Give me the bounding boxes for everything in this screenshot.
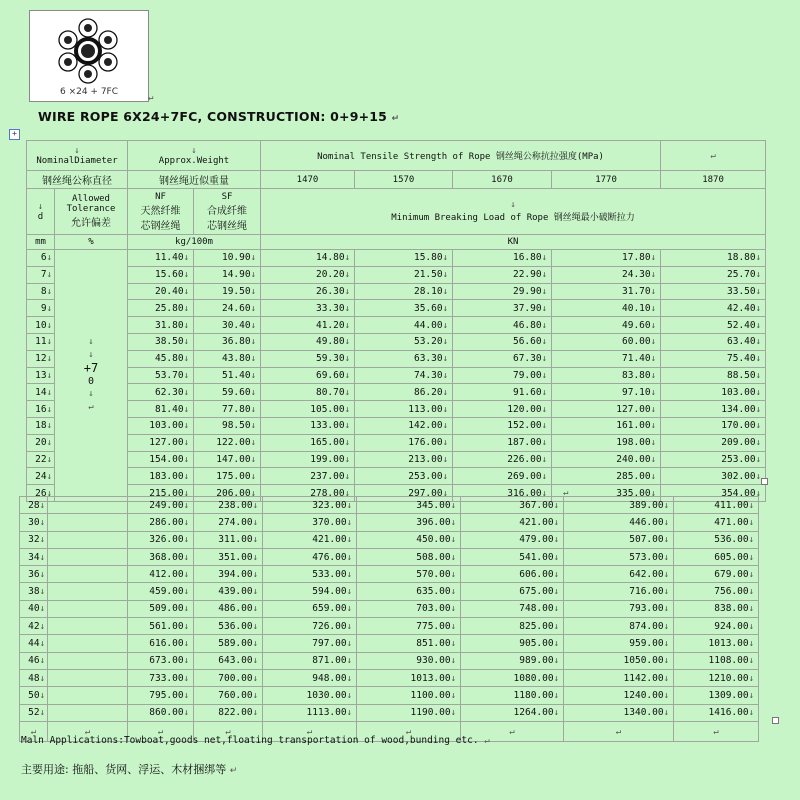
breaking-load-cell: 948.00↓: [263, 669, 357, 686]
nf-weight-cell: 127.00↓: [128, 434, 194, 451]
breaking-load-cell: 31.70↓: [552, 283, 661, 300]
breaking-load-cell: 63.40↓: [661, 333, 766, 350]
breaking-load-cell: 253.00↓: [355, 468, 453, 485]
table-row: [27, 300, 766, 317]
breaking-load-cell: 635.00↓: [357, 583, 461, 600]
diameter-cell: 48↓: [20, 669, 48, 686]
breaking-load-cell: 797.00↓: [263, 635, 357, 652]
table-resize-handle-2[interactable]: [772, 717, 779, 724]
table-move-handle-icon[interactable]: +: [9, 129, 20, 140]
breaking-load-cell: 756.00↓: [674, 583, 759, 600]
nf-weight-cell: 286.00↓: [128, 514, 194, 531]
breaking-load-cell: 1050.00↓: [564, 652, 674, 669]
tolerance-header: Allowed Tolerance 允许偏差: [55, 189, 128, 235]
breaking-load-cell: 285.00↓: [552, 468, 661, 485]
sf-header: SF 合成纤维 芯钢丝绳: [194, 189, 261, 235]
diameter-cell: 40↓: [20, 600, 48, 617]
diameter-cell: 6↓: [27, 250, 55, 267]
nf-weight-cell: 673.00↓: [128, 652, 194, 669]
diameter-cell: 12↓: [27, 350, 55, 367]
diameter-cell: 20↓: [27, 434, 55, 451]
sf-weight-cell: 43.80↓: [194, 350, 261, 367]
nf-weight-cell: 103.00↓: [128, 417, 194, 434]
table-row: [27, 401, 766, 418]
nf-weight-cell: 368.00↓: [128, 548, 194, 565]
breaking-load-cell: 165.00↓: [261, 434, 355, 451]
diameter-cell: 30↓: [20, 514, 48, 531]
tolerance-cell: [48, 687, 128, 704]
nf-weight-cell: 38.50↓: [128, 333, 194, 350]
breaking-load-cell: 573.00↓: [564, 548, 674, 565]
breaking-load-cell: 1264.00↓: [461, 704, 564, 721]
breaking-load-cell: 605.00↓: [674, 548, 759, 565]
breaking-load-cell: 1108.00↓: [674, 652, 759, 669]
breaking-load-cell: 1080.00↓: [461, 669, 564, 686]
min-breaking-load-header: ↓ Minimum Breaking Load of Rope 钢丝绳最小破断拉力: [261, 189, 766, 235]
breaking-load-cell: 838.00↓: [674, 600, 759, 617]
tolerance-cell: [48, 600, 128, 617]
breaking-load-cell: 703.00↓: [357, 600, 461, 617]
breaking-load-cell: 240.00↓: [552, 451, 661, 468]
nf-weight-cell: 249.00↓: [128, 497, 194, 514]
diameter-cell: 52↓: [20, 704, 48, 721]
grade-1770: 1770: [552, 171, 661, 189]
sf-weight-cell: 394.00↓: [194, 566, 263, 583]
breaking-load-cell: 80.70↓: [261, 384, 355, 401]
breaking-load-cell: 170.00↓: [661, 417, 766, 434]
d-header: ↓ d: [27, 189, 55, 235]
tolerance-cell: [48, 704, 128, 721]
nf-weight-cell: 11.40↓: [128, 250, 194, 267]
sf-weight-cell: 536.00↓: [194, 618, 263, 635]
nf-weight-cell: 20.40↓: [128, 283, 194, 300]
table-empty-row: ↵ ↵ ↵ ↵ ↵ ↵ ↵ ↵ ↵: [20, 721, 759, 741]
breaking-load-cell: 113.00↓: [355, 401, 453, 418]
diameter-cell: 10↓: [27, 317, 55, 334]
breaking-load-cell: 507.00↓: [564, 531, 674, 548]
nf-weight-cell: 31.80↓: [128, 317, 194, 334]
diameter-cell: 34↓: [20, 548, 48, 565]
breaking-load-cell: 21.50↓: [355, 266, 453, 283]
breaking-load-cell: 1180.00↓: [461, 687, 564, 704]
breaking-load-cell: 88.50↓: [661, 367, 766, 384]
diameter-cell: 38↓: [20, 583, 48, 600]
breaking-load-cell: 389.00↓: [564, 497, 674, 514]
sf-weight-cell: 147.00↓: [194, 451, 261, 468]
breaking-load-cell: 642.00↓: [564, 566, 674, 583]
page-title: WIRE ROPE 6X24+7FC, CONSTRUCTION: 0+9+15 ↵: [38, 109, 400, 124]
grade-1670: 1670: [453, 171, 552, 189]
breaking-load-cell: 570.00↓: [357, 566, 461, 583]
breaking-load-cell: 479.00↓: [461, 531, 564, 548]
breaking-load-cell: 18.80↓: [661, 250, 766, 267]
tolerance-cell: [48, 618, 128, 635]
breaking-load-cell: 161.00↓: [552, 417, 661, 434]
breaking-load-cell: 37.90↓: [453, 300, 552, 317]
breaking-load-cell: 127.00↓: [552, 401, 661, 418]
breaking-load-cell: 793.00↓: [564, 600, 674, 617]
breaking-load-cell: 269.00↓: [453, 468, 552, 485]
breaking-load-cell: 476.00↓: [263, 548, 357, 565]
table-row: [20, 669, 759, 686]
applications-en: Maln Applications:Towboat,goods net,floating transportation of wood,bunding etc. ↵: [21, 735, 490, 746]
document-page: 6 ×24 + 7FC ↵ WIRE ROPE 6X24+7FC, CONSTRUCTION: 0+9+15 ↵ + ↓ NominalDiameter ↓ Approx.Weight Nominal Tensile Strength of Rope 钢丝绳公称抗拉强度(MPa) ↵ 钢丝绳公称直径 钢丝绳近似重量 1470 1570 1670 1770 1870 ↓ d Allowed Tolerance 允许偏差 NF 天然纤维 芯钢丝绳 SF 合成纤维 芯钢丝绳 ↓ Minimum Breaking Load of Rope 钢丝绳最小破断拉力 mm % kg/100m KN 6↓ ↓ ↓ +7 0 ↓ ↵ 11.40↓ 10.90↓ 14.80↓ 15.80↓ 16.80↓ 17.80↓ 18.80↓ 7↓ 15.60↓ 14.90↓ 20.20↓ 21.50↓ 22.90↓ 24.30↓ 25.70↓ 8↓ 20.40↓ 19.50↓ 26.30↓ 28.10↓ 29.90↓ 31.70↓ 33.50↓ 9↓ 25.80↓ 24.60↓ 33.30↓ 35.60↓ 37.90↓ 40.10↓ 42.40↓ 10↓ 31.80↓ 30.40↓ 41.20↓ 44.00↓ 46.80↓ 49.60↓ 52.40↓ 11↓ 38.50↓ 36.80↓ 49.80↓ 53.20↓ 56.60↓ 60.00↓ 63.40↓ 12↓ 45.80↓ 43.80↓ 59.30↓ 63.30↓ 67.30↓ 71.40↓ 75.40↓ 13↓ 53.70↓ 51.40↓ 69.60↓ 74.30↓ 79.00↓ 83.80↓ 88.50↓ 14↓ 62.30↓ 59.60↓ 80.70↓ 86.20↓ 91.60↓ 97.10↓ 103.00↓ 16↓ 81.40↓ 77.80↓ 105.00↓ 113.00↓ 120.00↓ 127.00↓ 134.00↓ 18↓ 103.00↓ 98.50↓ 133.00↓ 142.00↓ 152.00↓ 161.00↓ 170.00↓ 20↓ 127.00↓ 122.00↓ 165.00↓ 176.00↓ 187.00↓ 198.00↓ 209.00↓ 22↓ 154.00↓ 147.00↓ 199.00↓ 213.00↓ 226.00↓ 240.00↓ 253.00↓ 24↓ 183.00↓ 175.00↓ 237.00↓ 253.00↓ 269.00↓ 285.00↓ 302.00↓ 26↓ 215.00↓ 206.00↓ 278.00↓ 297.00↓ 316.00↓ 335.00↓ 354.00↓ ↵ 28↓ 249.00↓ 238.00↓ 323.00↓ 345.00↓ 367.00↓ 389.00↓ 411.00↓ 30↓ 286.00↓ 274.00↓ 370.00↓ 396.00↓ 421.00↓ 446.00↓ 471.00↓ 32↓ 326.00↓ 311.00↓ 421.00↓ 450.00↓ 479.00↓ 507.00↓ 536.00↓ 34↓ 368.00↓ 351.00↓ 476.00↓ 508.00↓ 541.00↓ 573.00↓ 605.00↓ 36↓ 412.00↓ 394.00↓ 533.00↓ 570.00↓ 606.00↓ 642.00↓ 679.00↓ 38↓ 459.00↓ 439.00↓ 594.00↓ 635.00↓ 675.00↓ 716.00↓ 756.00↓ 40↓ 509.00↓ 486.00↓ 659.00↓ 703.00↓ 748.00↓ 793.00↓ 838.00↓ 42↓ 561.00↓ 536.00↓ 726.00↓ 775.00↓ 825.00↓ 874.00↓ 924.00↓ 44↓ 616.00↓ 589.00↓ 797.00↓ 851.00↓ 905.00↓ 959.00↓ 1013.00↓ 46↓ 673.00↓ 643.00↓ 871.00↓ 930.00↓ 989.00↓ 1050.00↓ 1108.00↓ 48↓ 733.00↓ 700.00↓ 948.00↓ 1013.00↓ 1080.00↓ 1142.00↓ 1210.00↓ 50↓ 795.00↓ 760.00↓ 1030.00↓ 1100.00↓ 1180.00↓ 1240.00↓ 1309.00↓ 52↓ 860.00↓ 822.00↓ 1113.00↓ 1190.00↓ 1264.00↓ 1340.00↓ 1416.00↓ ↵ ↵ ↵ ↵ ↵ ↵ ↵ ↵ ↵ Maln Applications:Towboat,goods net,floating transportation of wood,bunding etc. ↵ 主要用途: 拖船、货网、浮运、木材捆绑等 ↵: [0, 0, 800, 800]
nf-weight-cell: 183.00↓: [128, 468, 194, 485]
table-row: [20, 548, 759, 565]
table-row: [27, 350, 766, 367]
breaking-load-cell: 905.00↓: [461, 635, 564, 652]
grade-1870: 1870: [661, 171, 766, 189]
diameter-cell: 32↓: [20, 531, 48, 548]
table-row: [27, 317, 766, 334]
sf-weight-cell: 589.00↓: [194, 635, 263, 652]
table-row: [20, 652, 759, 669]
diameter-cell: 26↓: [27, 485, 55, 502]
breaking-load-cell: 29.90↓: [453, 283, 552, 300]
breaking-load-cell: 1100.00↓: [357, 687, 461, 704]
sf-weight-cell: 24.60↓: [194, 300, 261, 317]
breaking-load-cell: 187.00↓: [453, 434, 552, 451]
breaking-load-cell: 142.00↓: [355, 417, 453, 434]
breaking-load-cell: 367.00↓: [461, 497, 564, 514]
breaking-load-cell: 103.00↓: [661, 384, 766, 401]
breaking-load-cell: 15.80↓: [355, 250, 453, 267]
diameter-cell: 42↓: [20, 618, 48, 635]
sf-weight-cell: 700.00↓: [194, 669, 263, 686]
breaking-load-cell: 606.00↓: [461, 566, 564, 583]
breaking-load-cell: 86.20↓: [355, 384, 453, 401]
breaking-load-cell: 533.00↓: [263, 566, 357, 583]
breaking-load-cell: 302.00↓: [661, 468, 766, 485]
nf-weight-cell: 81.40↓: [128, 401, 194, 418]
sf-weight-cell: 822.00↓: [194, 704, 263, 721]
applications-cn: 主要用途: 拖船、货网、浮运、木材捆绑等 ↵: [21, 763, 238, 776]
table-row: [20, 531, 759, 548]
breaking-load-cell: 396.00↓: [357, 514, 461, 531]
breaking-load-cell: 120.00↓: [453, 401, 552, 418]
tolerance-cell: ↓ ↓ +7 0 ↓ ↵: [55, 250, 128, 502]
sf-weight-cell: 122.00↓: [194, 434, 261, 451]
breaking-load-cell: 91.60↓: [453, 384, 552, 401]
nf-weight-cell: 795.00↓: [128, 687, 194, 704]
table-row: [20, 704, 759, 721]
breaking-load-cell: 44.00↓: [355, 317, 453, 334]
breaking-load-cell: 40.10↓: [552, 300, 661, 317]
nf-header: NF 天然纤维 芯钢丝绳: [128, 189, 194, 235]
breaking-load-cell: 323.00↓: [263, 497, 357, 514]
breaking-load-cell: 508.00↓: [357, 548, 461, 565]
breaking-load-cell: 1113.00↓: [263, 704, 357, 721]
breaking-load-cell: 1190.00↓: [357, 704, 461, 721]
breaking-load-cell: 35.60↓: [355, 300, 453, 317]
breaking-load-cell: 421.00↓: [263, 531, 357, 548]
nf-weight-cell: 25.80↓: [128, 300, 194, 317]
breaking-load-cell: 209.00↓: [661, 434, 766, 451]
breaking-load-cell: 67.30↓: [453, 350, 552, 367]
sf-weight-cell: 14.90↓: [194, 266, 261, 283]
product-image: [29, 10, 149, 102]
breaking-load-cell: 133.00↓: [261, 417, 355, 434]
table-row: [20, 514, 759, 531]
breaking-load-cell: 775.00↓: [357, 618, 461, 635]
breaking-load-cell: 71.40↓: [552, 350, 661, 367]
table-row: [27, 417, 766, 434]
breaking-load-cell: 726.00↓: [263, 618, 357, 635]
breaking-load-cell: 28.10↓: [355, 283, 453, 300]
nf-weight-cell: 561.00↓: [128, 618, 194, 635]
nf-weight-cell: 53.70↓: [128, 367, 194, 384]
image-caption: 6 ×24 + 7FC: [59, 87, 119, 97]
sf-weight-cell: 760.00↓: [194, 687, 263, 704]
breaking-load-cell: 1240.00↓: [564, 687, 674, 704]
sf-weight-cell: 439.00↓: [194, 583, 263, 600]
grade-1570: 1570: [355, 171, 453, 189]
breaking-load-cell: 16.80↓: [453, 250, 552, 267]
sf-weight-cell: 206.00↓: [194, 485, 261, 502]
breaking-load-cell: 52.40↓: [661, 317, 766, 334]
breaking-load-cell: 411.00↓: [674, 497, 759, 514]
breaking-load-cell: 49.60↓: [552, 317, 661, 334]
breaking-load-cell: 1416.00↓: [674, 704, 759, 721]
breaking-load-cell: 49.80↓: [261, 333, 355, 350]
breaking-load-cell: 199.00↓: [261, 451, 355, 468]
nf-weight-cell: 509.00↓: [128, 600, 194, 617]
diameter-cell: 14↓: [27, 384, 55, 401]
breaking-load-cell: 53.20↓: [355, 333, 453, 350]
diameter-cell: 28↓: [20, 497, 48, 514]
table-row: [20, 497, 759, 514]
breaking-load-cell: 17.80↓: [552, 250, 661, 267]
sf-weight-cell: 30.40↓: [194, 317, 261, 334]
diameter-cell: 13↓: [27, 367, 55, 384]
breaking-load-cell: 46.80↓: [453, 317, 552, 334]
tensile-strength-header: Nominal Tensile Strength of Rope 钢丝绳公称抗拉强度(MPa): [261, 141, 661, 171]
nf-weight-cell: 459.00↓: [128, 583, 194, 600]
table-row: [20, 687, 759, 704]
sf-weight-cell: 19.50↓: [194, 283, 261, 300]
breaking-load-cell: 679.00↓: [674, 566, 759, 583]
tolerance-cell: [48, 497, 128, 514]
breaking-load-cell: 24.30↓: [552, 266, 661, 283]
diameter-cell: 9↓: [27, 300, 55, 317]
approx-weight-header: ↓ Approx.Weight: [128, 141, 261, 171]
diameter-cell: 22↓: [27, 451, 55, 468]
breaking-load-cell: 41.20↓: [261, 317, 355, 334]
table-row: [27, 384, 766, 401]
breaking-load-cell: 1030.00↓: [263, 687, 357, 704]
breaking-load-cell: 1013.00↓: [674, 635, 759, 652]
breaking-load-cell: 1210.00↓: [674, 669, 759, 686]
diameter-cell: 24↓: [27, 468, 55, 485]
breaking-load-cell: 345.00↓: [357, 497, 461, 514]
breaking-load-cell: 75.40↓: [661, 350, 766, 367]
table-row: [27, 283, 766, 300]
sf-weight-cell: 59.60↓: [194, 384, 261, 401]
table-row: [20, 635, 759, 652]
breaking-load-cell: 213.00↓: [355, 451, 453, 468]
table-row: [27, 333, 766, 350]
breaking-load-cell: 20.20↓: [261, 266, 355, 283]
nf-weight-cell: 15.60↓: [128, 266, 194, 283]
breaking-load-cell: 74.30↓: [355, 367, 453, 384]
table-row: [27, 250, 766, 267]
table-row: [20, 618, 759, 635]
sf-weight-cell: 51.40↓: [194, 367, 261, 384]
diameter-cell: 18↓: [27, 417, 55, 434]
breaking-load-table-part1: [26, 140, 766, 502]
sf-weight-cell: 98.50↓: [194, 417, 261, 434]
breaking-load-cell: 450.00↓: [357, 531, 461, 548]
tolerance-cell: [48, 514, 128, 531]
sf-weight-cell: 351.00↓: [194, 548, 263, 565]
diameter-cell: 44↓: [20, 635, 48, 652]
breaking-load-cell: 42.40↓: [661, 300, 766, 317]
breaking-load-cell: 226.00↓: [453, 451, 552, 468]
table-row: [27, 451, 766, 468]
breaking-load-cell: 152.00↓: [453, 417, 552, 434]
approx-weight-cn: 钢丝绳近似重量: [128, 171, 261, 189]
breaking-load-cell: 421.00↓: [461, 514, 564, 531]
breaking-load-cell: 26.30↓: [261, 283, 355, 300]
breaking-load-cell: 1309.00↓: [674, 687, 759, 704]
breaking-load-cell: 989.00↓: [461, 652, 564, 669]
breaking-load-cell: 471.00↓: [674, 514, 759, 531]
breaking-load-cell: 134.00↓: [661, 401, 766, 418]
table-row: [27, 367, 766, 384]
breaking-load-cell: 541.00↓: [461, 548, 564, 565]
breaking-load-cell: 176.00↓: [355, 434, 453, 451]
sf-weight-cell: 643.00↓: [194, 652, 263, 669]
diameter-cell: 11↓: [27, 333, 55, 350]
breaking-load-cell: 59.30↓: [261, 350, 355, 367]
breaking-load-cell: 33.30↓: [261, 300, 355, 317]
breaking-load-cell: 594.00↓: [263, 583, 357, 600]
unit-kn: KN: [261, 235, 766, 250]
tolerance-cell: [48, 566, 128, 583]
empty-header-cell: ↵: [661, 141, 766, 171]
sf-weight-cell: 274.00↓: [194, 514, 263, 531]
table-row: [20, 566, 759, 583]
breaking-load-cell: 83.80↓: [552, 367, 661, 384]
sf-weight-cell: 10.90↓: [194, 250, 261, 267]
breaking-load-cell: 237.00↓: [261, 468, 355, 485]
breaking-load-cell: 56.60↓: [453, 333, 552, 350]
nf-weight-cell: 215.00↓: [128, 485, 194, 502]
breaking-load-cell: 354.00↓: [661, 485, 766, 502]
sf-weight-cell: 175.00↓: [194, 468, 261, 485]
breaking-load-cell: 253.00↓: [661, 451, 766, 468]
table-row: [27, 468, 766, 485]
tolerance-cell: [48, 548, 128, 565]
nf-weight-cell: 62.30↓: [128, 384, 194, 401]
breaking-load-cell: 1142.00↓: [564, 669, 674, 686]
nf-weight-cell: 45.80↓: [128, 350, 194, 367]
sf-weight-cell: 238.00↓: [194, 497, 263, 514]
table-row: [27, 434, 766, 451]
tolerance-cell: [48, 531, 128, 548]
table-row: [20, 600, 759, 617]
breaking-load-cell: 25.70↓: [661, 266, 766, 283]
nominal-diameter-cn: 钢丝绳公称直径: [27, 171, 128, 189]
breaking-load-cell: 79.00↓: [453, 367, 552, 384]
wire-rope-cross-section-icon: [48, 14, 128, 88]
nf-weight-cell: 412.00↓: [128, 566, 194, 583]
nominal-diameter-header: ↓ NominalDiameter: [27, 141, 128, 171]
tolerance-cell: [48, 652, 128, 669]
sf-weight-cell: 311.00↓: [194, 531, 263, 548]
breaking-load-cell: 675.00↓: [461, 583, 564, 600]
breaking-load-cell: 370.00↓: [263, 514, 357, 531]
nf-weight-cell: 733.00↓: [128, 669, 194, 686]
grade-1470: 1470: [261, 171, 355, 189]
breaking-load-cell: 297.00↓: [355, 485, 453, 502]
breaking-load-cell: 97.10↓: [552, 384, 661, 401]
table-row: [20, 583, 759, 600]
nf-weight-cell: 616.00↓: [128, 635, 194, 652]
breaking-load-cell: 851.00↓: [357, 635, 461, 652]
table-resize-handle[interactable]: [761, 478, 768, 485]
unit-weight: kg/100m: [128, 235, 261, 250]
breaking-load-cell: 930.00↓: [357, 652, 461, 669]
breaking-load-cell: 14.80↓: [261, 250, 355, 267]
breaking-load-cell: 959.00↓: [564, 635, 674, 652]
breaking-load-cell: 446.00↓: [564, 514, 674, 531]
paragraph-mark: ↵: [148, 93, 154, 103]
breaking-load-cell: 536.00↓: [674, 531, 759, 548]
breaking-load-cell: 748.00↓: [461, 600, 564, 617]
breaking-load-cell: 1013.00↓: [357, 669, 461, 686]
breaking-load-cell: 69.60↓: [261, 367, 355, 384]
breaking-load-cell: 871.00↓: [263, 652, 357, 669]
diameter-cell: 50↓: [20, 687, 48, 704]
nf-weight-cell: 326.00↓: [128, 531, 194, 548]
breaking-load-cell: 716.00↓: [564, 583, 674, 600]
breaking-load-cell: 198.00↓: [552, 434, 661, 451]
diameter-cell: 36↓: [20, 566, 48, 583]
breaking-load-cell: 22.90↓: [453, 266, 552, 283]
breaking-load-cell: 278.00↓: [261, 485, 355, 502]
tolerance-cell: [48, 583, 128, 600]
table-row: [27, 266, 766, 283]
unit-percent: %: [55, 235, 128, 250]
breaking-load-cell: 63.30↓: [355, 350, 453, 367]
tolerance-cell: [48, 635, 128, 652]
diameter-cell: 46↓: [20, 652, 48, 669]
breaking-load-cell: 60.00↓: [552, 333, 661, 350]
unit-mm: mm: [27, 235, 55, 250]
breaking-load-cell: 874.00↓: [564, 618, 674, 635]
breaking-load-cell: 335.00↓: [552, 485, 661, 502]
diameter-cell: 16↓: [27, 401, 55, 418]
tolerance-cell: [48, 669, 128, 686]
nf-weight-cell: 154.00↓: [128, 451, 194, 468]
breaking-load-cell: 1340.00↓: [564, 704, 674, 721]
diameter-cell: 8↓: [27, 283, 55, 300]
diameter-cell: 7↓: [27, 266, 55, 283]
sf-weight-cell: 77.80↓: [194, 401, 261, 418]
breaking-load-cell: 316.00↓: [453, 485, 552, 502]
breaking-load-cell: 105.00↓: [261, 401, 355, 418]
nf-weight-cell: 860.00↓: [128, 704, 194, 721]
sf-weight-cell: 36.80↓: [194, 333, 261, 350]
breaking-load-cell: 924.00↓: [674, 618, 759, 635]
sf-weight-cell: 486.00↓: [194, 600, 263, 617]
breaking-load-cell: 825.00↓: [461, 618, 564, 635]
breaking-load-cell: 33.50↓: [661, 283, 766, 300]
breaking-load-cell: 659.00↓: [263, 600, 357, 617]
breaking-load-table-part2: [19, 496, 759, 742]
